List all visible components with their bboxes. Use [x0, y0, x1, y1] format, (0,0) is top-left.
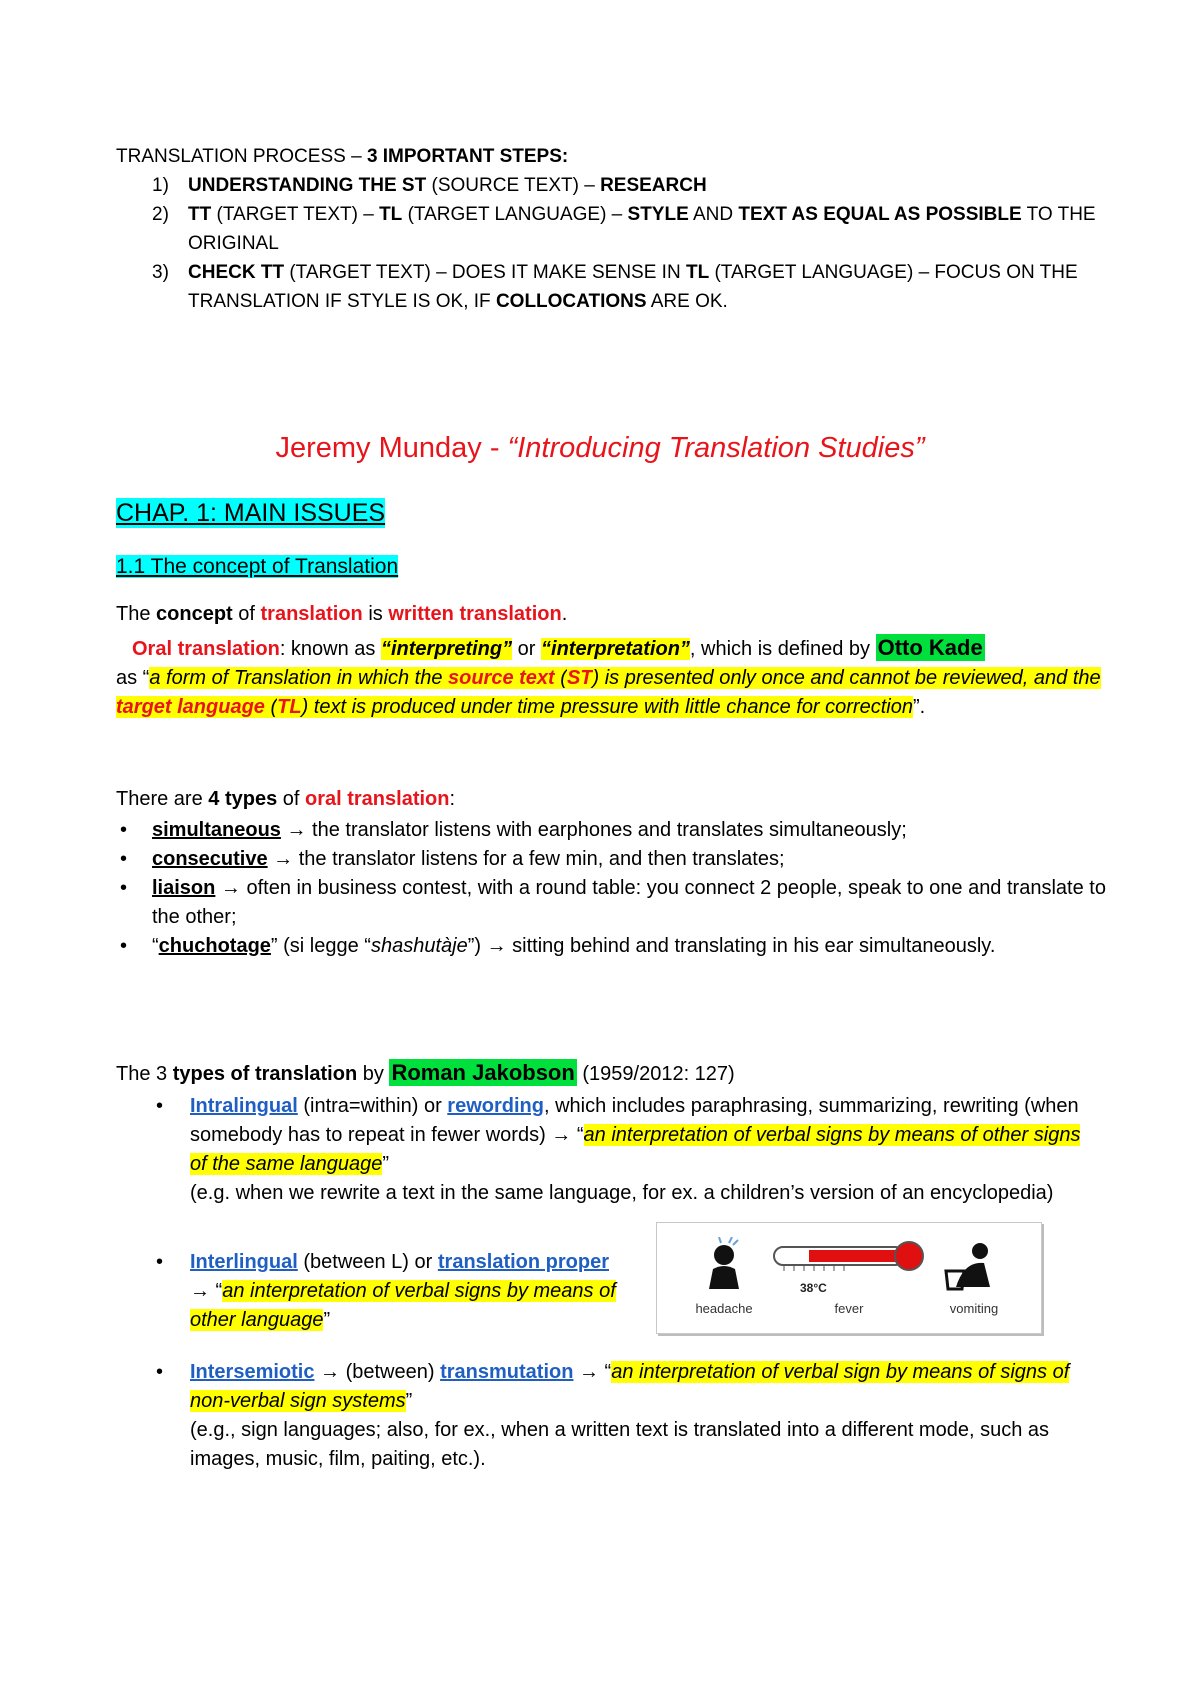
symptoms-image — [656, 1222, 1042, 1334]
fever-label: fever — [834, 1301, 864, 1316]
list-item: • simultaneous → the translator listens with earphones and translates simultaneously; — [120, 819, 907, 841]
interlingual-item: • Interlingual (between L) or translation proper → “an interpretation of verbal signs by means of other language” — [156, 1251, 616, 1331]
thermometer-icon — [769, 1237, 929, 1282]
steps-heading: TRANSLATION PROCESS – 3 IMPORTANT STEPS: — [116, 146, 569, 167]
oral-translation-paragraph: Oral translation: known as “interpreting” or “interpretation”, which is defined by Otto Kade as “a form of Translation in which the source text (ST) is presented only once and cannot be reviewed, and the target language (TL) text is produced under time pressure with little chance for correction”. — [116, 635, 1101, 718]
intralingual-item: • Intralingual (intra=within) or rewording, which includes paraphrasing, summarizing, rewriting (when somebody has to repeat in fewer words) → “an interpretation of verbal signs by means of other signs of the same language” (e.g. when we rewrite a text in the same language, for ex. a children’s version of an encyclopedia) — [156, 1095, 1081, 1204]
oral-types-list — [116, 816, 1116, 961]
vomiting-label: vomiting — [949, 1301, 999, 1316]
chapter-heading: CHAP. 1: MAIN ISSUES — [116, 499, 386, 527]
list-item: • consecutive → the translator listens for a few min, and then translates; — [120, 848, 785, 870]
headache-label: headache — [695, 1301, 753, 1316]
jakobson-intro: The 3 types of translation by Roman Jakobson (1959/2012: 127) — [116, 1060, 735, 1085]
headache-icon — [669, 1237, 779, 1298]
intersemiotic-item: • Intersemiotic → (between) transmutation → “an interpretation of verbal sign by means of signs of non-verbal sign systems” (e.g., sign languages; also, for ex., when a written text is translated into a different mode, such as images, music, film, paiting, etc.). — [156, 1361, 1070, 1470]
section-heading: 1.1 The concept of Translation — [116, 555, 399, 578]
otto-kade-highlight: Otto Kade — [877, 635, 983, 660]
book-title: Jeremy Munday - “Introducing Translation Studies” — [275, 432, 925, 464]
step-2: 2) TT (TARGET TEXT) – TL (TARGET LANGUAGE) – STYLE AND TEXT AS EQUAL AS POSSIBLE TO THE ORIGINAL — [152, 204, 1096, 254]
types-intro: There are 4 types of oral translation: — [116, 788, 456, 810]
vomiting-icon — [919, 1237, 1029, 1298]
step-3: 3) CHECK TT (TARGET TEXT) – DOES IT MAKE SENSE IN TL (TARGET LANGUAGE) – FOCUS ON THE TRANSLATION IF STYLE IS OK, IF COLLOCATIONS ARE OK. — [152, 262, 1078, 312]
list-item: • “chuchotage” (si legge “shashutàje”) → sitting behind and translating in his ear simultaneously. — [120, 935, 996, 957]
temperature-readout: 38°C — [800, 1281, 827, 1295]
roman-jakobson-highlight: Roman Jakobson — [391, 1060, 575, 1085]
list-item: • liaison → often in business contest, with a round table: you connect 2 people, speak to one and translate to the other; — [120, 877, 1106, 928]
translation-steps — [116, 142, 1116, 316]
step-1: 1) UNDERSTANDING THE ST (SOURCE TEXT) – RESEARCH — [152, 175, 707, 196]
concept-paragraph: The concept of translation is written translation. — [116, 603, 568, 625]
